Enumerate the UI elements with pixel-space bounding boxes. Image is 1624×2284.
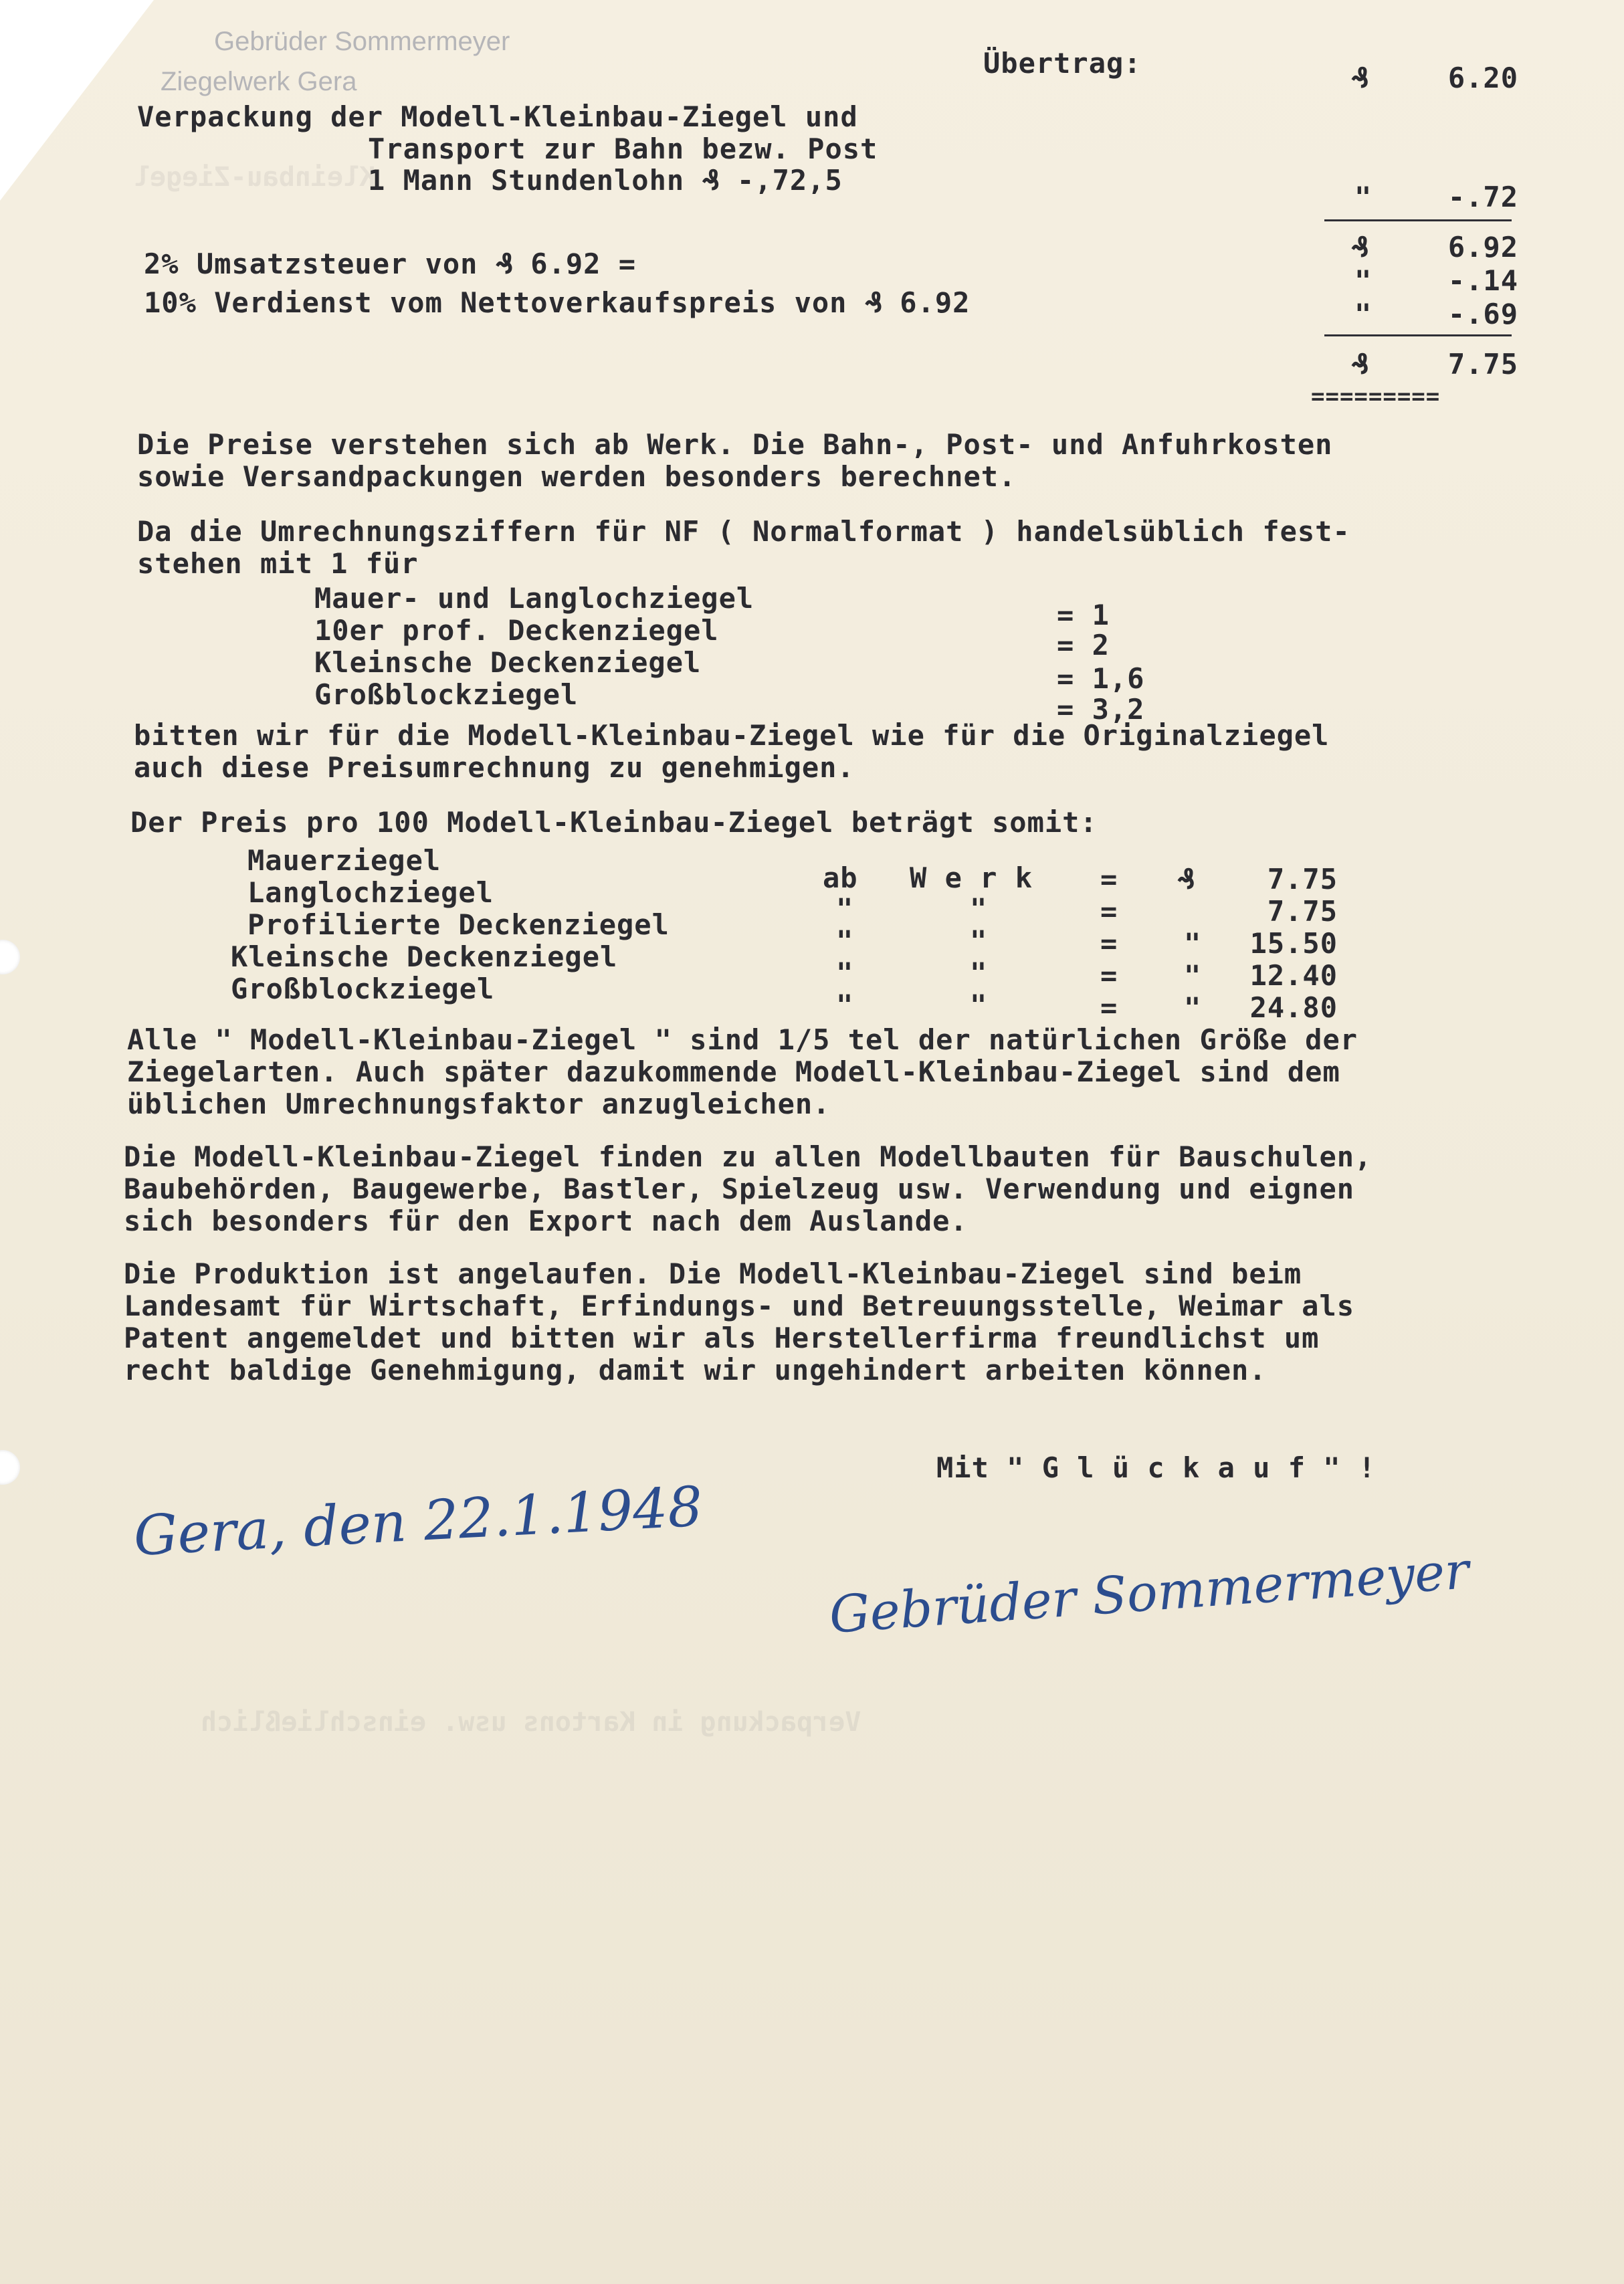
price-name: Kleinsche Deckenziegel bbox=[231, 940, 618, 973]
subtotal-value: 6.92 bbox=[1447, 231, 1518, 264]
total-currency: ₰ bbox=[1351, 348, 1369, 381]
price-werk: " bbox=[970, 924, 988, 957]
price-werk: " bbox=[970, 989, 988, 1021]
price-werk: " bbox=[970, 956, 988, 989]
price-value: 12.40 bbox=[1249, 959, 1338, 992]
show-through-text: Kleinbau-Ziegel bbox=[134, 162, 376, 193]
price-eq: = bbox=[1100, 895, 1118, 928]
price-ab: " bbox=[836, 989, 854, 1021]
paragraph-5-line-3: sich besonders für den Export nach dem Auslande. bbox=[124, 1205, 968, 1237]
punch-hole-top bbox=[0, 940, 20, 974]
profit-currency: " bbox=[1354, 298, 1373, 330]
conversion-name: Kleinsche Deckenziegel bbox=[314, 646, 702, 679]
price-ab: " bbox=[836, 956, 854, 989]
conversion-name: 10er prof. Deckenziegel bbox=[314, 614, 719, 647]
packing-line-1: Verpackung der Modell-Kleinbau-Ziegel und bbox=[137, 100, 858, 133]
price-eq: = bbox=[1100, 959, 1118, 992]
price-ab: ab bbox=[823, 861, 858, 894]
price-werk: " bbox=[970, 892, 988, 925]
packing-currency: " bbox=[1354, 181, 1373, 213]
paragraph-6-line-1: Die Produktion ist angelaufen. Die Modell-Kleinbau-Ziegel sind beim bbox=[124, 1257, 1302, 1290]
price-name: Langlochziegel bbox=[247, 876, 494, 909]
total-double-underline: ========= bbox=[1311, 383, 1441, 410]
price-value: 15.50 bbox=[1249, 927, 1338, 960]
packing-line-2: Transport zur Bahn bezw. Post bbox=[368, 132, 878, 165]
paragraph-2-line-1: Da die Umrechnungsziffern für NF ( Normalformat ) handelsüblich fest- bbox=[137, 515, 1350, 548]
conversion-factor: = 2 bbox=[1057, 629, 1110, 661]
paragraph-1-line-1: Die Preise verstehen sich ab Werk. Die Bahn-, Post- und Anfuhrkosten bbox=[137, 428, 1333, 461]
punch-hole-bottom bbox=[0, 1450, 20, 1485]
price-value: 7.75 bbox=[1267, 895, 1338, 928]
uebertrag-label: Übertrag: bbox=[983, 47, 1142, 80]
paragraph-2-after-line-2: auch diese Preisumrechnung zu genehmigen. bbox=[134, 751, 855, 784]
uebertrag-currency: ₰ bbox=[1351, 62, 1369, 94]
packing-value: -.72 bbox=[1447, 181, 1518, 213]
paragraph-6-line-2: Landesamt für Wirtschaft, Erfindungs- und Betreuungsstelle, Weimar als bbox=[124, 1289, 1355, 1322]
price-name: Großblockziegel bbox=[231, 972, 495, 1005]
tax-value: -.14 bbox=[1447, 264, 1518, 297]
price-currency: ₰ bbox=[1177, 863, 1195, 896]
uebertrag-value: 6.20 bbox=[1447, 62, 1518, 94]
subtotal-currency: ₰ bbox=[1351, 231, 1369, 264]
closing-greeting: Mit " G l ü c k a u f " ! bbox=[936, 1451, 1377, 1484]
handwritten-signature: Gebrüder Sommermeyer bbox=[827, 1540, 1471, 1645]
letterhead-subtitle: Ziegelwerk Gera bbox=[161, 67, 357, 96]
tax-currency: " bbox=[1354, 264, 1373, 297]
total-rule bbox=[1324, 334, 1512, 336]
profit-label: 10% Verdienst vom Nettoverkaufspreis von ₰ 6.92 bbox=[144, 286, 971, 319]
conversion-factor: = 1 bbox=[1057, 599, 1110, 631]
price-eq: = bbox=[1100, 863, 1118, 896]
paragraph-5-line-2: Baubehörden, Baugewerbe, Bastler, Spielzeug usw. Verwendung und eignen bbox=[124, 1172, 1355, 1205]
price-ab: " bbox=[836, 892, 854, 925]
paragraph-2-line-2: stehen mit 1 für bbox=[137, 547, 419, 580]
price-currency: " bbox=[1184, 959, 1202, 992]
paragraph-1-line-2: sowie Versandpackungen werden besonders berechnet. bbox=[137, 460, 1017, 493]
paragraph-4-line-2: Ziegelarten. Auch später dazukommende Modell-Kleinbau-Ziegel sind dem bbox=[127, 1055, 1340, 1088]
packing-line-3: 1 Mann Stundenlohn ₰ -,72,5 bbox=[368, 164, 843, 197]
subtotal-rule bbox=[1324, 219, 1512, 221]
tax-label: 2% Umsatzsteuer von ₰ 6.92 = bbox=[144, 247, 637, 280]
paragraph-4-line-3: üblichen Umrechnungsfaktor anzugleichen. bbox=[127, 1087, 831, 1120]
price-eq: = bbox=[1100, 927, 1118, 960]
total-value: 7.75 bbox=[1447, 348, 1518, 381]
price-value: 24.80 bbox=[1249, 991, 1338, 1024]
price-name: Profilierte Deckenziegel bbox=[247, 908, 670, 941]
price-ab: " bbox=[836, 924, 854, 957]
handwritten-place-date: Gera, den 22.1.1948 bbox=[132, 1475, 704, 1568]
torn-corner bbox=[0, 0, 154, 201]
show-through-text-2: Verpackung in Kartons usw. einschließlich bbox=[201, 1707, 861, 1738]
price-currency: " bbox=[1184, 927, 1202, 960]
paragraph-6-line-4: recht baldige Genehmigung, damit wir ungehindert arbeiten können. bbox=[124, 1354, 1267, 1386]
conversion-factor: = 3,2 bbox=[1057, 693, 1145, 726]
price-name: Mauerziegel bbox=[247, 844, 441, 877]
letterhead-name: Gebrüder Sommermeyer bbox=[214, 27, 510, 56]
conversion-name: Mauer- und Langlochziegel bbox=[314, 582, 754, 615]
conversion-name: Großblockziegel bbox=[314, 678, 579, 711]
paragraph-6-line-3: Patent angemeldet und bitten wir als Herstellerfirma freundlichst um bbox=[124, 1322, 1320, 1354]
conversion-factor: = 1,6 bbox=[1057, 662, 1145, 695]
profit-value: -.69 bbox=[1447, 298, 1518, 330]
price-currency: " bbox=[1184, 991, 1202, 1024]
price-value: 7.75 bbox=[1267, 863, 1338, 896]
paragraph-2-after-line-1: bitten wir für die Modell-Kleinbau-Ziegel wie für die Originalziegel bbox=[134, 719, 1330, 752]
price-werk: W e r k bbox=[910, 861, 1033, 894]
paragraph-5-line-1: Die Modell-Kleinbau-Ziegel finden zu allen Modellbauten für Bauschulen, bbox=[124, 1140, 1373, 1173]
price-intro: Der Preis pro 100 Modell-Kleinbau-Ziegel beträgt somit: bbox=[130, 806, 1098, 839]
paragraph-4-line-1: Alle " Modell-Kleinbau-Ziegel " sind 1/5 tel der natürlichen Größe der bbox=[127, 1023, 1358, 1056]
price-eq: = bbox=[1100, 991, 1118, 1024]
